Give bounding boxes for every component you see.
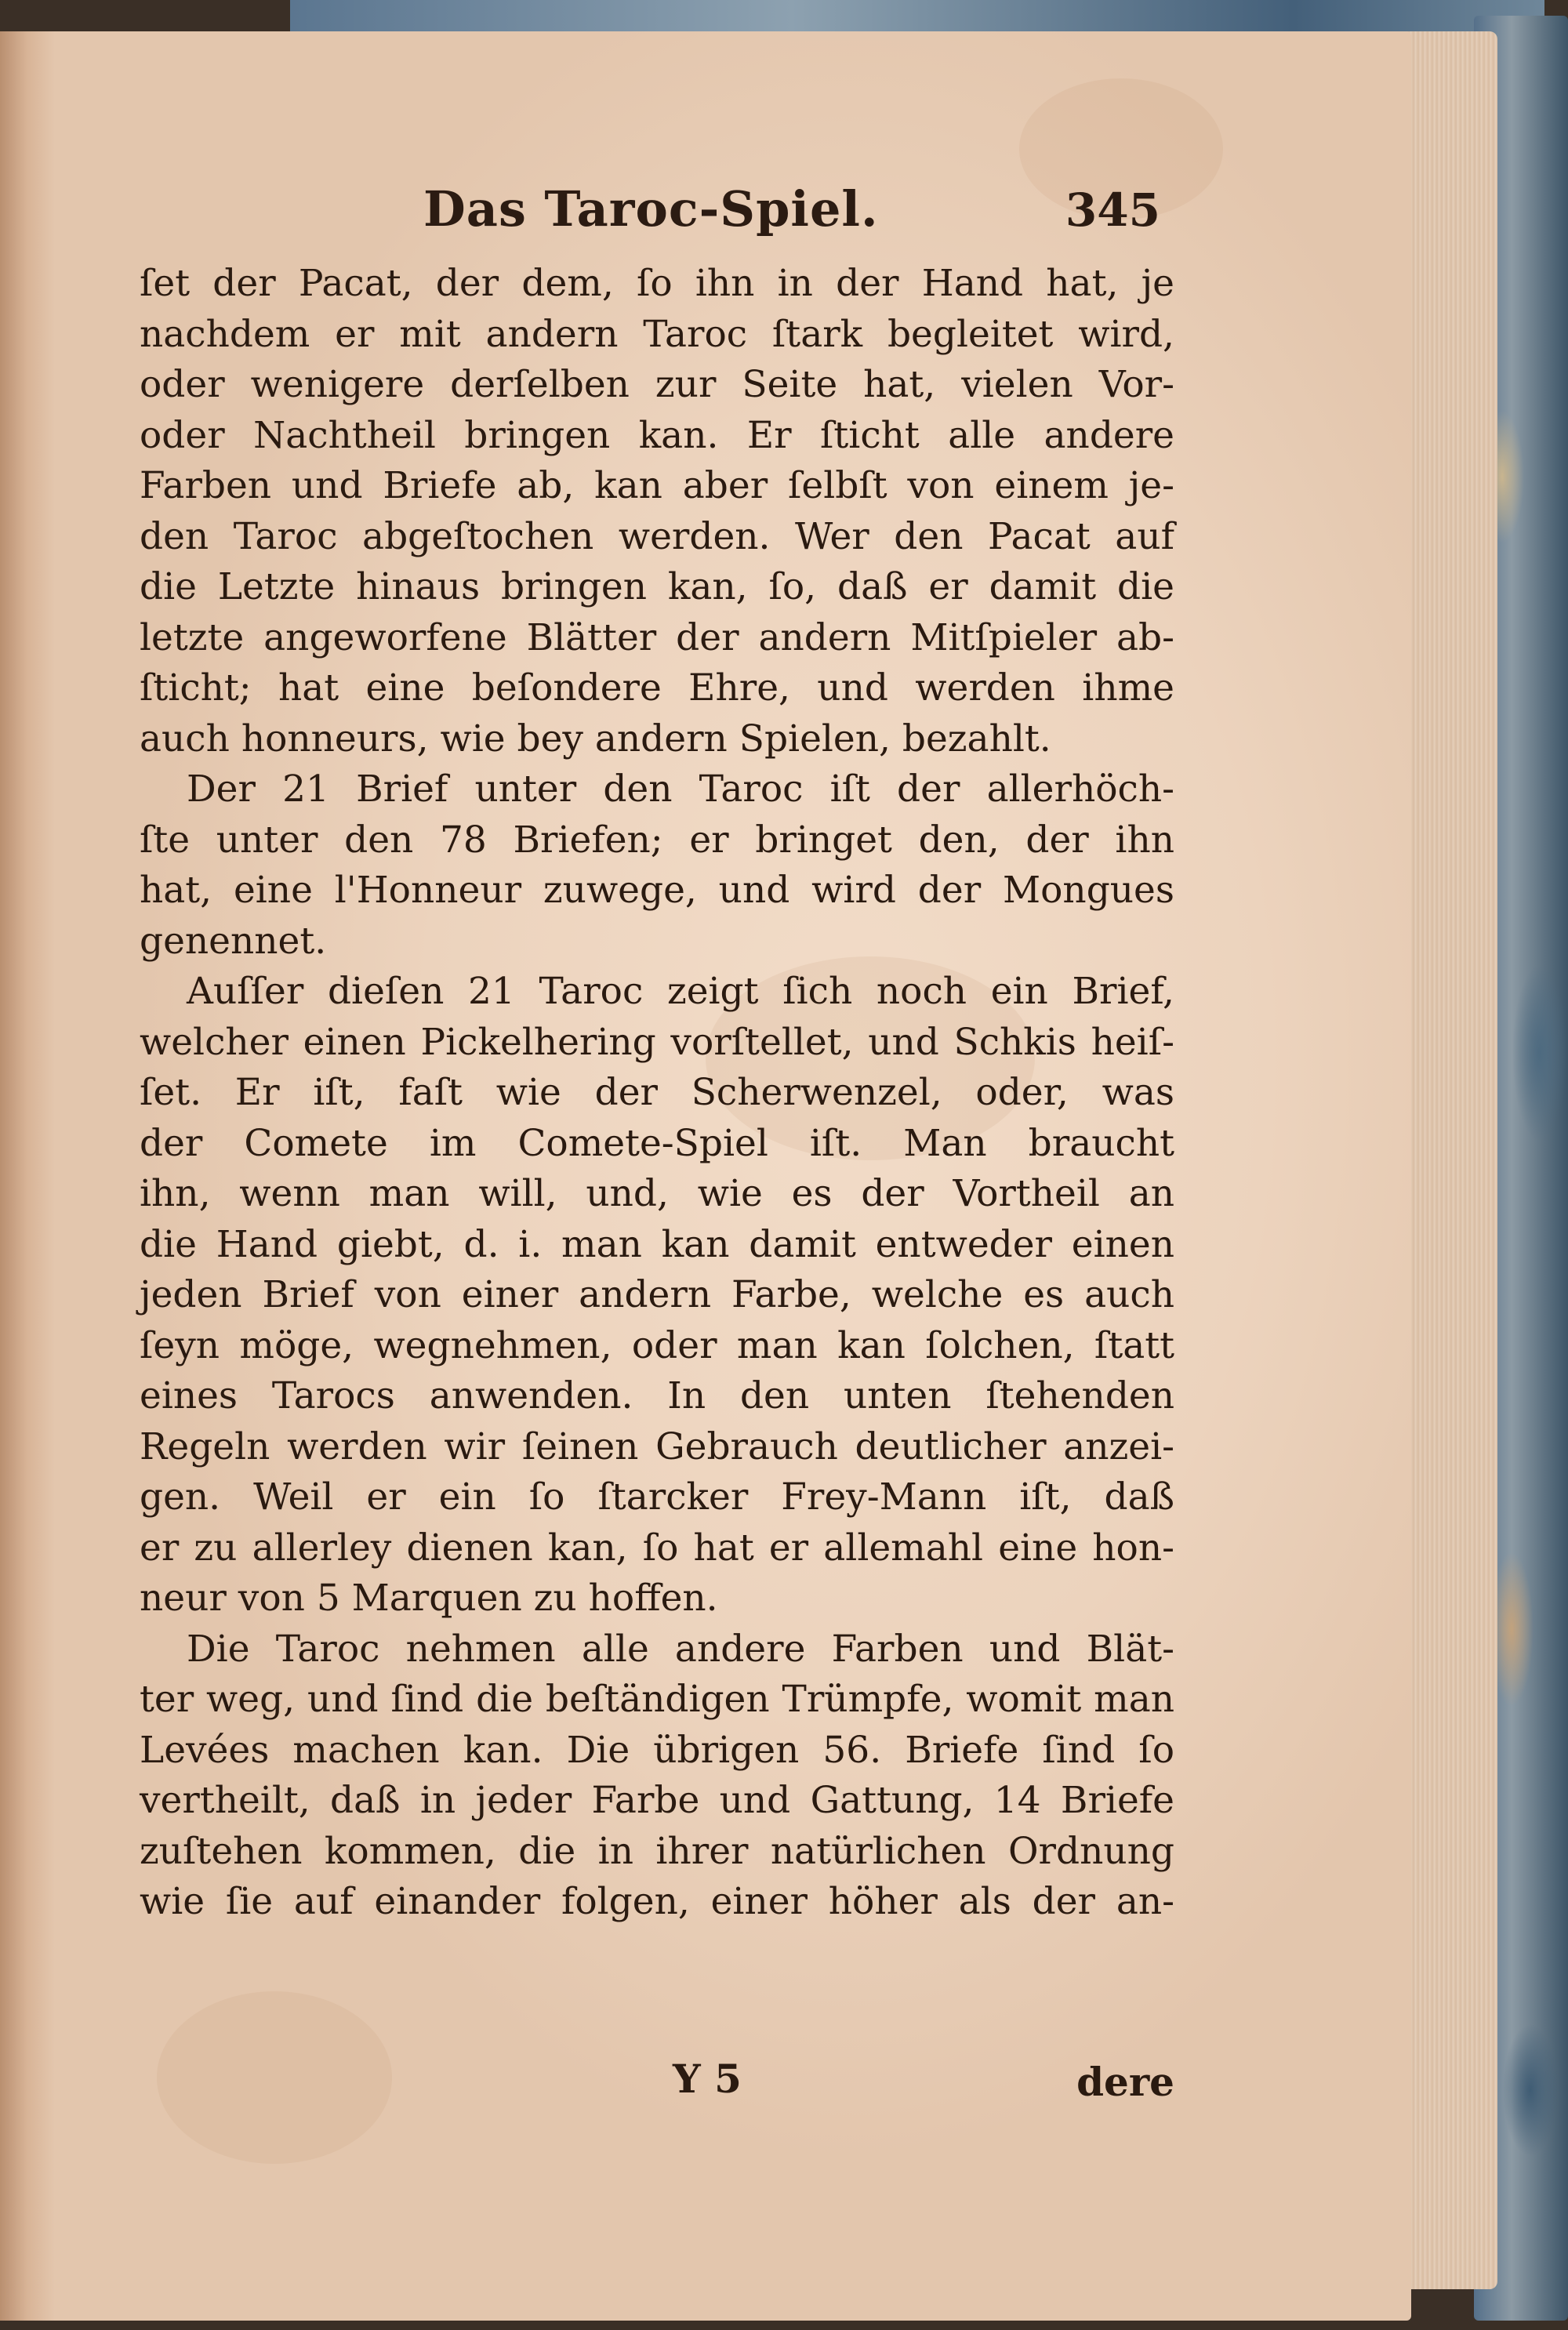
catchword: dere	[1076, 2059, 1174, 2105]
text-line: Auſſer dieſen 21 Taroc zeigt ſich noch ein Brief,	[187, 970, 1174, 1013]
text-line: den Taroc abgeſtochen werden. Wer den Pacat auf	[140, 514, 1174, 558]
text-line: wie ſie auf einander folgen, einer höher als der an-	[140, 1880, 1174, 1923]
text-line: Die Taroc nehmen alle andere Farben und Blät-	[187, 1627, 1174, 1671]
text-line: genennet.	[140, 919, 327, 963]
body-text	[140, 259, 1174, 1928]
text-line: nachdem er mit andern Taroc ſtark begleitet wird,	[140, 312, 1174, 356]
text-line: Der 21 Brief unter den Taroc iſt der allerhöch-	[187, 768, 1174, 811]
text-line: ter weg, und ſind die beſtändigen Trümpfe, womit man	[140, 1678, 1174, 1721]
text-line: ſet. Er iſt, faſt wie der Scherwenzel, oder, was	[140, 1071, 1174, 1114]
text-line: ſte unter den 78 Briefen; er bringet den, der ihn	[140, 818, 1174, 862]
running-title: Das Taroc-Spiel.	[423, 180, 879, 238]
text-line: eines Tarocs anwenden. In den unten ſtehenden	[140, 1374, 1174, 1417]
text-line: die Letzte hinaus bringen kan, ſo, daß er damit die	[140, 565, 1174, 608]
text-line: ſeyn möge, wegnehmen, oder man kan ſolchen, ſtatt	[140, 1323, 1174, 1367]
text-line: letzte angeworfene Blätter der andern Mitſpieler ab-	[140, 615, 1174, 659]
page-footer	[140, 2056, 1174, 2110]
text-line: hat, eine l'Honneur zuwege, und wird der Mongues	[140, 869, 1174, 912]
text-line: ſet der Pacat, der dem, ſo ihn in der Hand hat, je	[140, 262, 1174, 305]
text-line: Levées machen kan. Die übrigen 56. Briefe ſind ſo	[140, 1728, 1174, 1772]
page-header	[392, 180, 1176, 251]
text-line: er zu allerley dienen kan, ſo hat er allemahl eine hon-	[140, 1526, 1174, 1570]
text-line: vertheilt, daß in jeder Farbe und Gattung, 14 Briefe	[140, 1779, 1174, 1822]
text-line: gen. Weil er ein ſo ſtarcker Frey-Mann iſt, daß	[140, 1475, 1174, 1519]
signature-mark: Y 5	[673, 2056, 742, 2102]
text-line: ihn, wenn man will, und, wie es der Vortheil an	[140, 1172, 1174, 1215]
text-line: der Comete im Comete-Spiel iſt. Man braucht	[140, 1121, 1174, 1165]
text-line: welcher einen Pickelhering vorſtellet, und Schkis heiſ-	[140, 1020, 1174, 1064]
text-line: zuſtehen kommen, die in ihrer natürlichen Ordnung	[140, 1829, 1174, 1873]
text-line: ſticht; hat eine beſondere Ehre, und werden ihme	[140, 666, 1174, 710]
text-line: Regeln werden wir ſeinen Gebrauch deutlicher anzei-	[140, 1424, 1174, 1468]
text-line: die Hand giebt, d. i. man kan damit entweder einen	[140, 1222, 1174, 1266]
text-line: oder wenigere derſelben zur Seite hat, vielen Vor-	[140, 363, 1174, 406]
text-line: oder Nachtheil bringen kan. Er ſticht alle andere	[140, 413, 1174, 457]
gutter-shadow	[0, 31, 55, 2321]
text-line: jeden Brief von einer andern Farbe, welche es auch	[140, 1273, 1174, 1316]
page-number: 345	[1065, 183, 1160, 237]
text-line: Farben und Briefe ab, kan aber ſelbſt von einem je-	[140, 464, 1174, 507]
text-line: neur von 5 Marquen zu hoffen.	[140, 1577, 718, 1620]
text-line: auch honneurs, wie bey andern Spielen, bezahlt.	[140, 717, 1051, 760]
